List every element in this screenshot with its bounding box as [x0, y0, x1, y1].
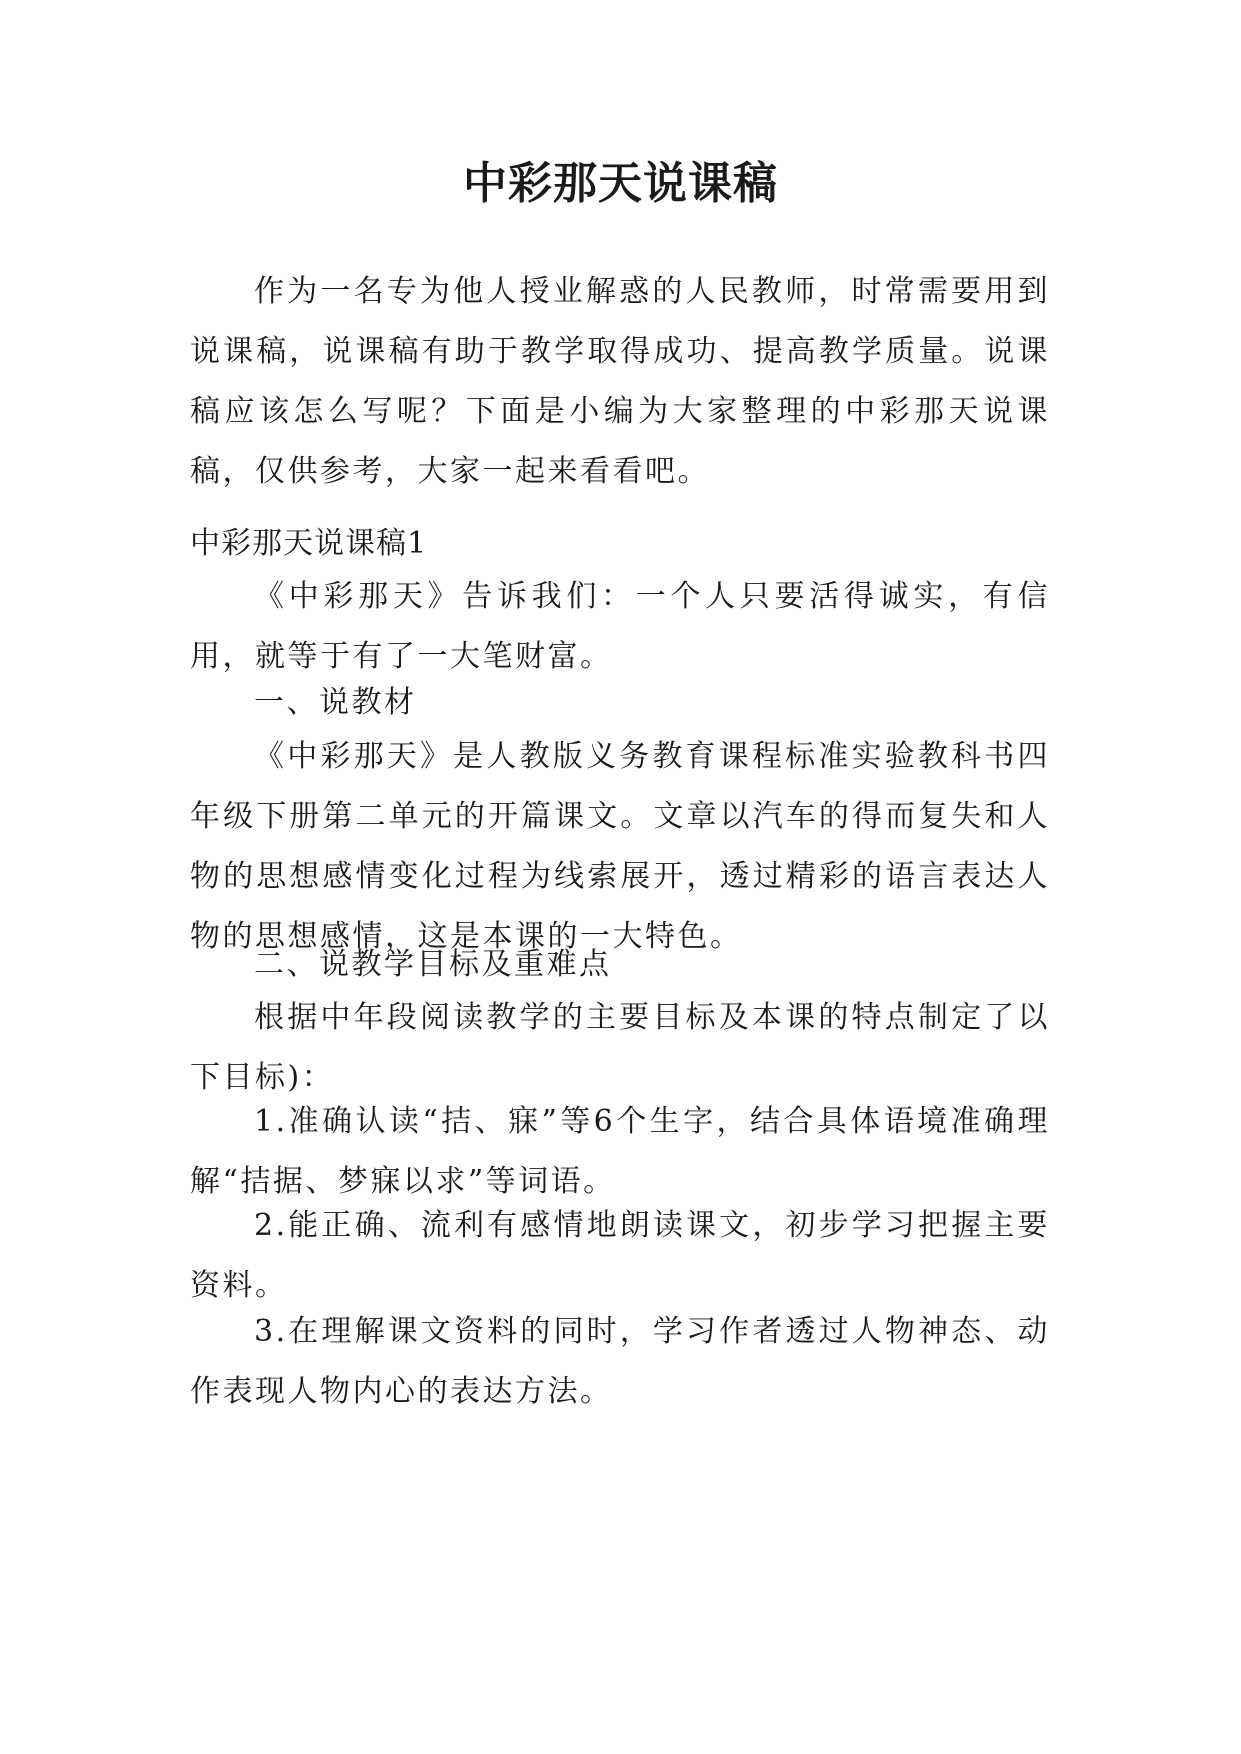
goal-item-1: 1.准确认读“拮、寐”等6个生字，结合具体语境准确理解“拮据、梦寐以求”等词语。 [190, 1104, 1050, 1199]
summary-paragraph: 《中彩那天》告诉我们：一个人只要活得诚实，有信用，就等于有了一大笔财富。 [190, 579, 1050, 674]
document-title: 中彩那天说课稿 [463, 158, 778, 209]
heading-textbook: 一、说教材 [254, 685, 417, 720]
intro-paragraph: 作为一名专为他人授业解惑的人民教师，时常需要用到说课稿，说课稿有助于教学取得成功、提高教学质量。说课稿应该怎么写呢？下面是小编为大家整理的中彩那天说课稿，仅供参考，大家一起来看看吧。 [190, 274, 1050, 489]
goal-item-3: 3.在理解课文资料的同时，学习作者透过人物神态、动作表现人物内心的表达方法。 [190, 1314, 1050, 1409]
goals-intro-paragraph: 根据中年段阅读教学的主要目标及本课的特点制定了以下目标)： [190, 1000, 1050, 1095]
goal-item-2: 2.能正确、流利有感情地朗读课文，初步学习把握主要资料。 [190, 1208, 1050, 1303]
section-title: 中彩那天说课稿1 [190, 526, 428, 561]
heading-goals: 二、说教学目标及重难点 [254, 947, 612, 982]
textbook-paragraph: 《中彩那天》是人教版义务教育课程标准实验教科书四年级下册第二单元的开篇课文。文章以汽车的得而复失和人物的思想感情变化过程为线索展开，透过精彩的语言表达人物的思想感情，这是本课的一大特色。 [190, 739, 1050, 954]
